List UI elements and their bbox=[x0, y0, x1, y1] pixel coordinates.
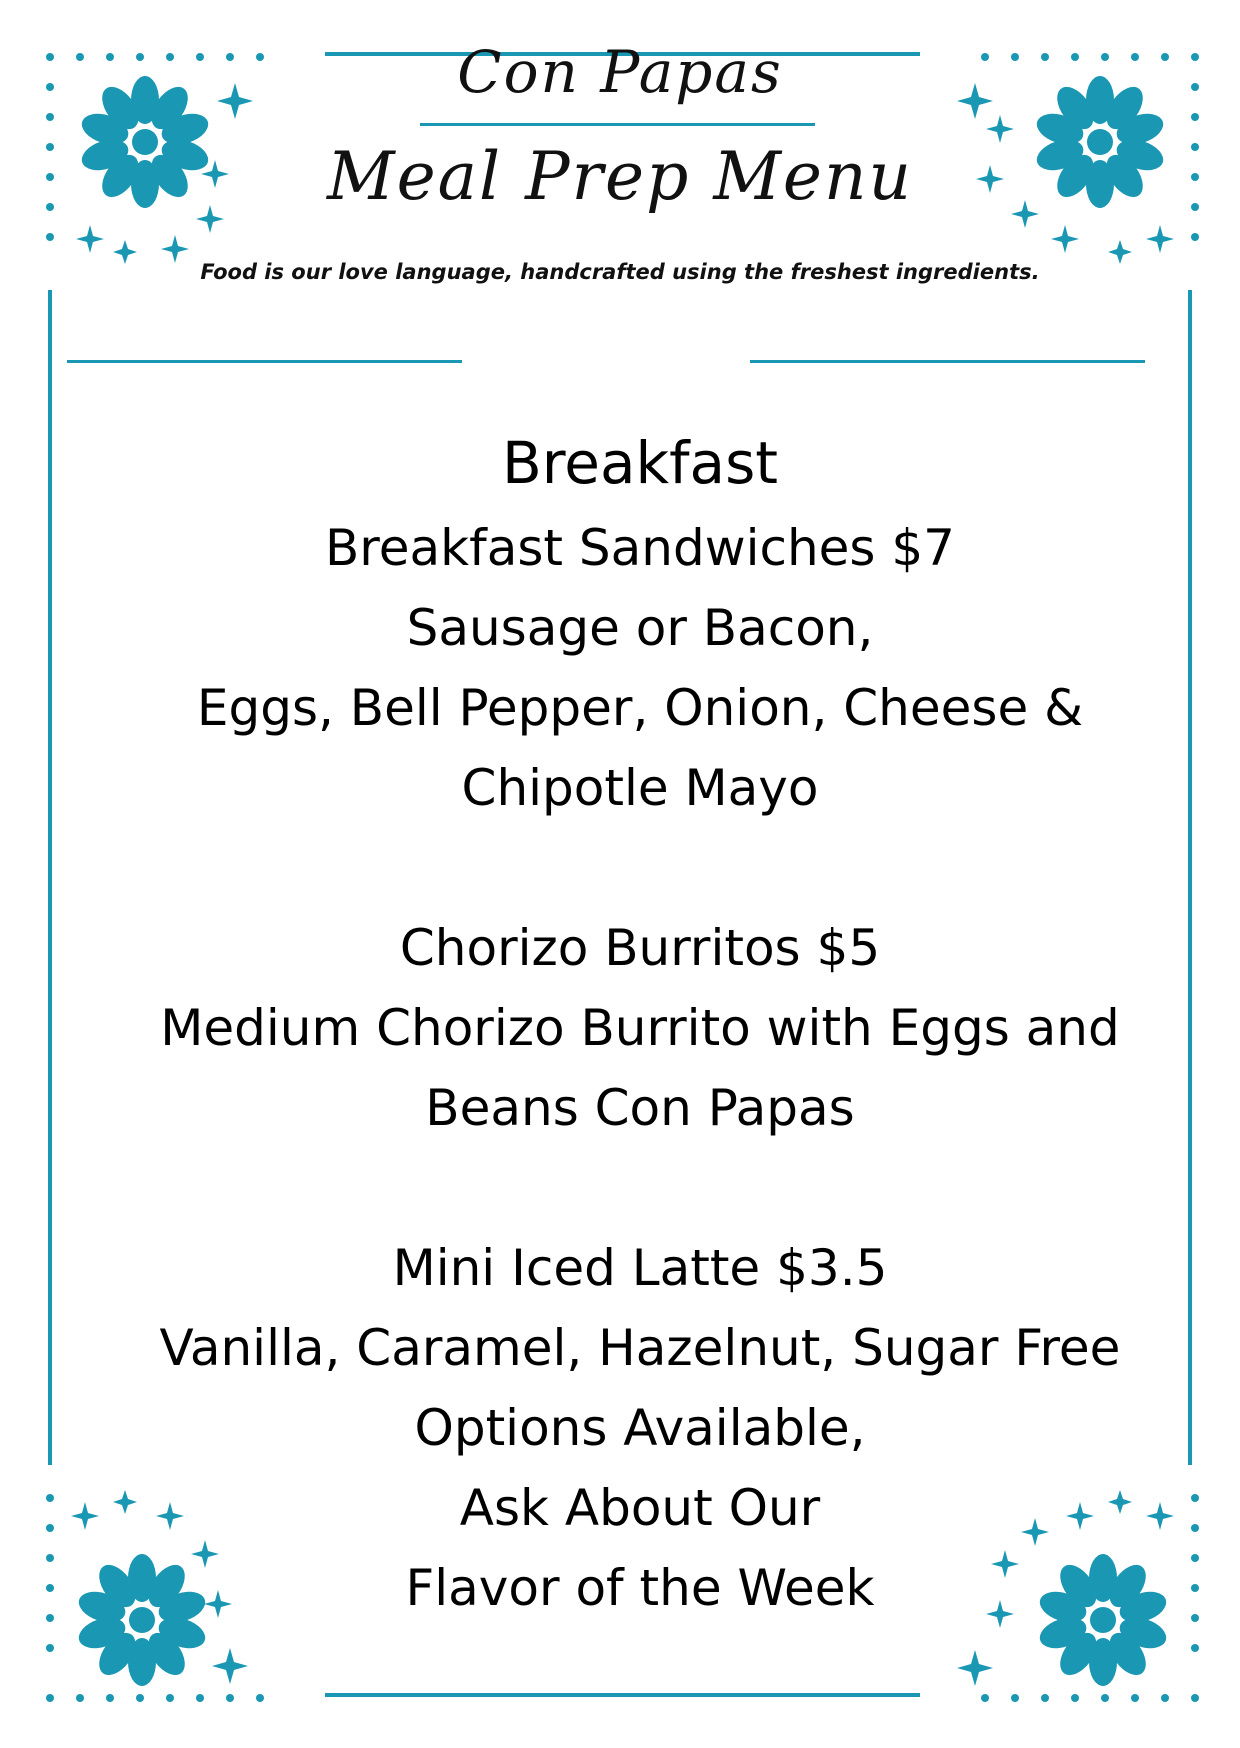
menu-item-description: Options Available, bbox=[414, 1399, 866, 1457]
title-line-1: Con Papas bbox=[457, 38, 783, 106]
title-underline bbox=[420, 123, 815, 126]
menu-item-description: Eggs, Bell Pepper, Onion, Cheese & bbox=[196, 679, 1084, 737]
section-title-breakfast: Breakfast bbox=[501, 429, 779, 497]
tagline: Food is our love language, handcrafted using the freshest ingredients. bbox=[200, 260, 1040, 284]
menu-item-description: Flavor of the Week bbox=[405, 1559, 875, 1617]
left-border-line bbox=[48, 290, 52, 1465]
menu-item-description: Beans Con Papas bbox=[425, 1079, 855, 1137]
menu-item-name: Chorizo Burritos $5 bbox=[399, 919, 881, 977]
sparkle-star-icon bbox=[1146, 1502, 1174, 1530]
sparkle-star-icon bbox=[957, 83, 993, 119]
title-line-2: Meal Prep Menu bbox=[327, 138, 913, 215]
corner-decoration-top-left bbox=[40, 45, 300, 275]
papel-picado-flower-icon bbox=[78, 76, 212, 208]
papel-picado-flower-icon bbox=[75, 1554, 209, 1686]
menu-item-description: Medium Chorizo Burrito with Eggs and bbox=[160, 999, 1120, 1057]
sparkle-star-icon bbox=[71, 1502, 99, 1530]
menu-item-description: Chipotle Mayo bbox=[461, 759, 819, 817]
sparkle-star-icon bbox=[217, 83, 253, 119]
papel-picado-flower-icon bbox=[1033, 76, 1167, 208]
menu-item-description: Vanilla, Caramel, Hazelnut, Sugar Free bbox=[159, 1319, 1121, 1377]
corner-decoration-bottom-left bbox=[40, 1480, 300, 1710]
menu-item-description: Ask About Our bbox=[459, 1479, 821, 1537]
menu-item-description: Sausage or Bacon, bbox=[406, 599, 874, 657]
spacer bbox=[60, 828, 1220, 908]
menu-item-name: Breakfast Sandwiches $7 bbox=[324, 519, 955, 577]
corner-decoration-bottom-right bbox=[945, 1480, 1205, 1710]
bottom-border-line bbox=[325, 1693, 920, 1697]
menu-content bbox=[60, 418, 1220, 1628]
divider-left bbox=[67, 360, 462, 363]
menu-item-name: Mini Iced Latte $3.5 bbox=[392, 1239, 888, 1297]
corner-decoration-top-right bbox=[945, 45, 1205, 275]
papel-picado-flower-icon bbox=[1036, 1554, 1170, 1686]
divider-right bbox=[750, 360, 1145, 363]
spacer bbox=[60, 1148, 1220, 1228]
